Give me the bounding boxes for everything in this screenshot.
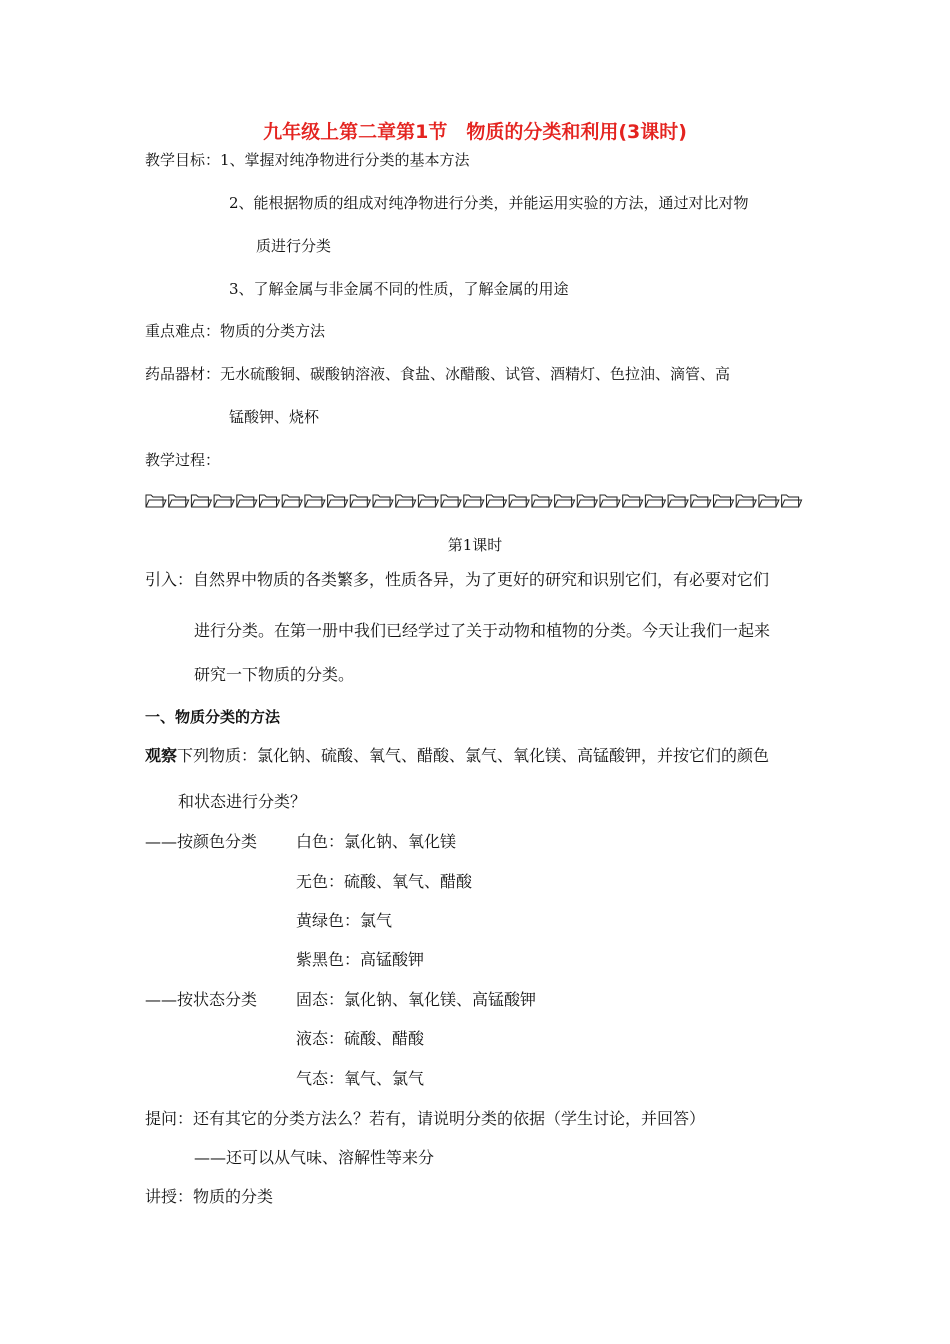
folder-icon <box>328 495 348 507</box>
folder-icon <box>260 495 280 507</box>
folder-icon <box>532 495 552 507</box>
folder-icon <box>555 495 575 507</box>
answer-line: ——还可以从气味、溶解性等来分 <box>194 1148 435 1167</box>
materials-line-1 <box>145 364 730 384</box>
folder-icon <box>736 495 756 507</box>
folder-icon <box>668 495 688 507</box>
state-row-2: 液态：硫酸、醋酸 <box>296 1029 425 1048</box>
question-line: 提问：还有其它的分类方法么？若有，请说明分类的依据（学生讨论，并回答） <box>145 1109 706 1128</box>
intro-line-3: 研究一下物质的分类。 <box>194 665 355 684</box>
folder-icon <box>237 495 257 507</box>
folder-icon <box>191 495 211 507</box>
process-label: 教学过程： <box>145 451 221 469</box>
folder-icon <box>623 495 643 507</box>
state-row-3: 气态：氧气、氯气 <box>296 1069 425 1088</box>
folder-icon <box>169 495 189 507</box>
folder-icon <box>577 495 597 507</box>
objective-item-2-cont: 质进行分类 <box>256 237 332 255</box>
intro-label: 引入： <box>145 570 194 589</box>
folder-icon <box>691 495 711 507</box>
folder-icon <box>305 495 325 507</box>
observe-label: 观察 <box>145 746 178 765</box>
folder-icon <box>509 495 529 507</box>
folder-icon <box>600 495 620 507</box>
objectives-label: 教学目标： <box>145 151 221 169</box>
intro-line-1 <box>145 570 769 590</box>
lesson-heading: 第1课时 <box>447 536 503 554</box>
objectives-line-1 <box>145 150 470 170</box>
folder-icon <box>464 495 484 507</box>
materials-label: 药品器材： <box>145 365 221 383</box>
intro-text-1: 自然界中物质的各类繁多，性质各异，为了更好的研究和识别它们，有必要对它们 <box>193 570 770 589</box>
folder-icon <box>645 495 665 507</box>
folder-icon-row <box>145 491 805 509</box>
folder-icon <box>441 495 461 507</box>
state-row-1: 固态：氯化钠、氧化镁、高锰酸钾 <box>296 990 537 1009</box>
folder-icon <box>282 495 302 507</box>
by-color-label: ——按颜色分类 <box>145 832 258 851</box>
folder-separator <box>145 491 805 509</box>
key-points-text: 物质的分类方法 <box>220 322 326 340</box>
document-title: 九年级上第二章第1节 物质的分类和利用(3课时) <box>263 121 687 143</box>
section-heading: 一、物质分类的方法 <box>145 708 281 726</box>
folder-icon <box>373 495 393 507</box>
color-row-4: 紫黑色：高锰酸钾 <box>296 950 425 969</box>
objective-item-3: 3、了解金属与非金属不同的性质，了解金属的用途 <box>229 280 569 298</box>
key-points-line <box>145 321 325 341</box>
folder-icon <box>782 495 802 507</box>
folder-icon <box>418 495 438 507</box>
folder-icon <box>350 495 370 507</box>
folder-icon <box>487 495 507 507</box>
color-row-2: 无色：硫酸、氧气、醋酸 <box>296 872 473 891</box>
color-row-3: 黄绿色：氯气 <box>296 911 393 930</box>
observe-line-1 <box>145 746 769 766</box>
materials-line-2: 锰酸钾、烧杯 <box>229 408 320 426</box>
folder-icon <box>396 495 416 507</box>
key-points-label: 重点难点： <box>145 322 221 340</box>
color-row-1: 白色：氯化钠、氧化镁 <box>296 832 457 851</box>
intro-line-2: 进行分类。在第一册中我们已经学过了关于动物和植物的分类。今天让我们一起来 <box>194 621 771 640</box>
folder-icon <box>714 495 734 507</box>
folder-icon <box>146 495 166 507</box>
observe-text-1: 下列物质：氯化钠、硫酸、氧气、醋酸、氯气、氧化镁、高锰酸钾，并按它们的颜色 <box>177 746 770 765</box>
materials-text: 无水硫酸铜、碳酸钠溶液、食盐、冰醋酸、试管、酒精灯、色拉油、滴管、高 <box>220 365 731 383</box>
objective-item-1: 1、掌握对纯净物进行分类的基本方法 <box>220 151 470 169</box>
objective-item-2: 2、能根据物质的组成对纯净物进行分类，并能运用实验的方法，通过对比对物 <box>229 194 749 212</box>
lecture-line: 讲授：物质的分类 <box>145 1187 274 1206</box>
folder-icon <box>759 495 779 507</box>
by-state-label: ——按状态分类 <box>145 990 258 1009</box>
observe-line-2: 和状态进行分类？ <box>178 792 307 811</box>
folder-icon <box>214 495 234 507</box>
